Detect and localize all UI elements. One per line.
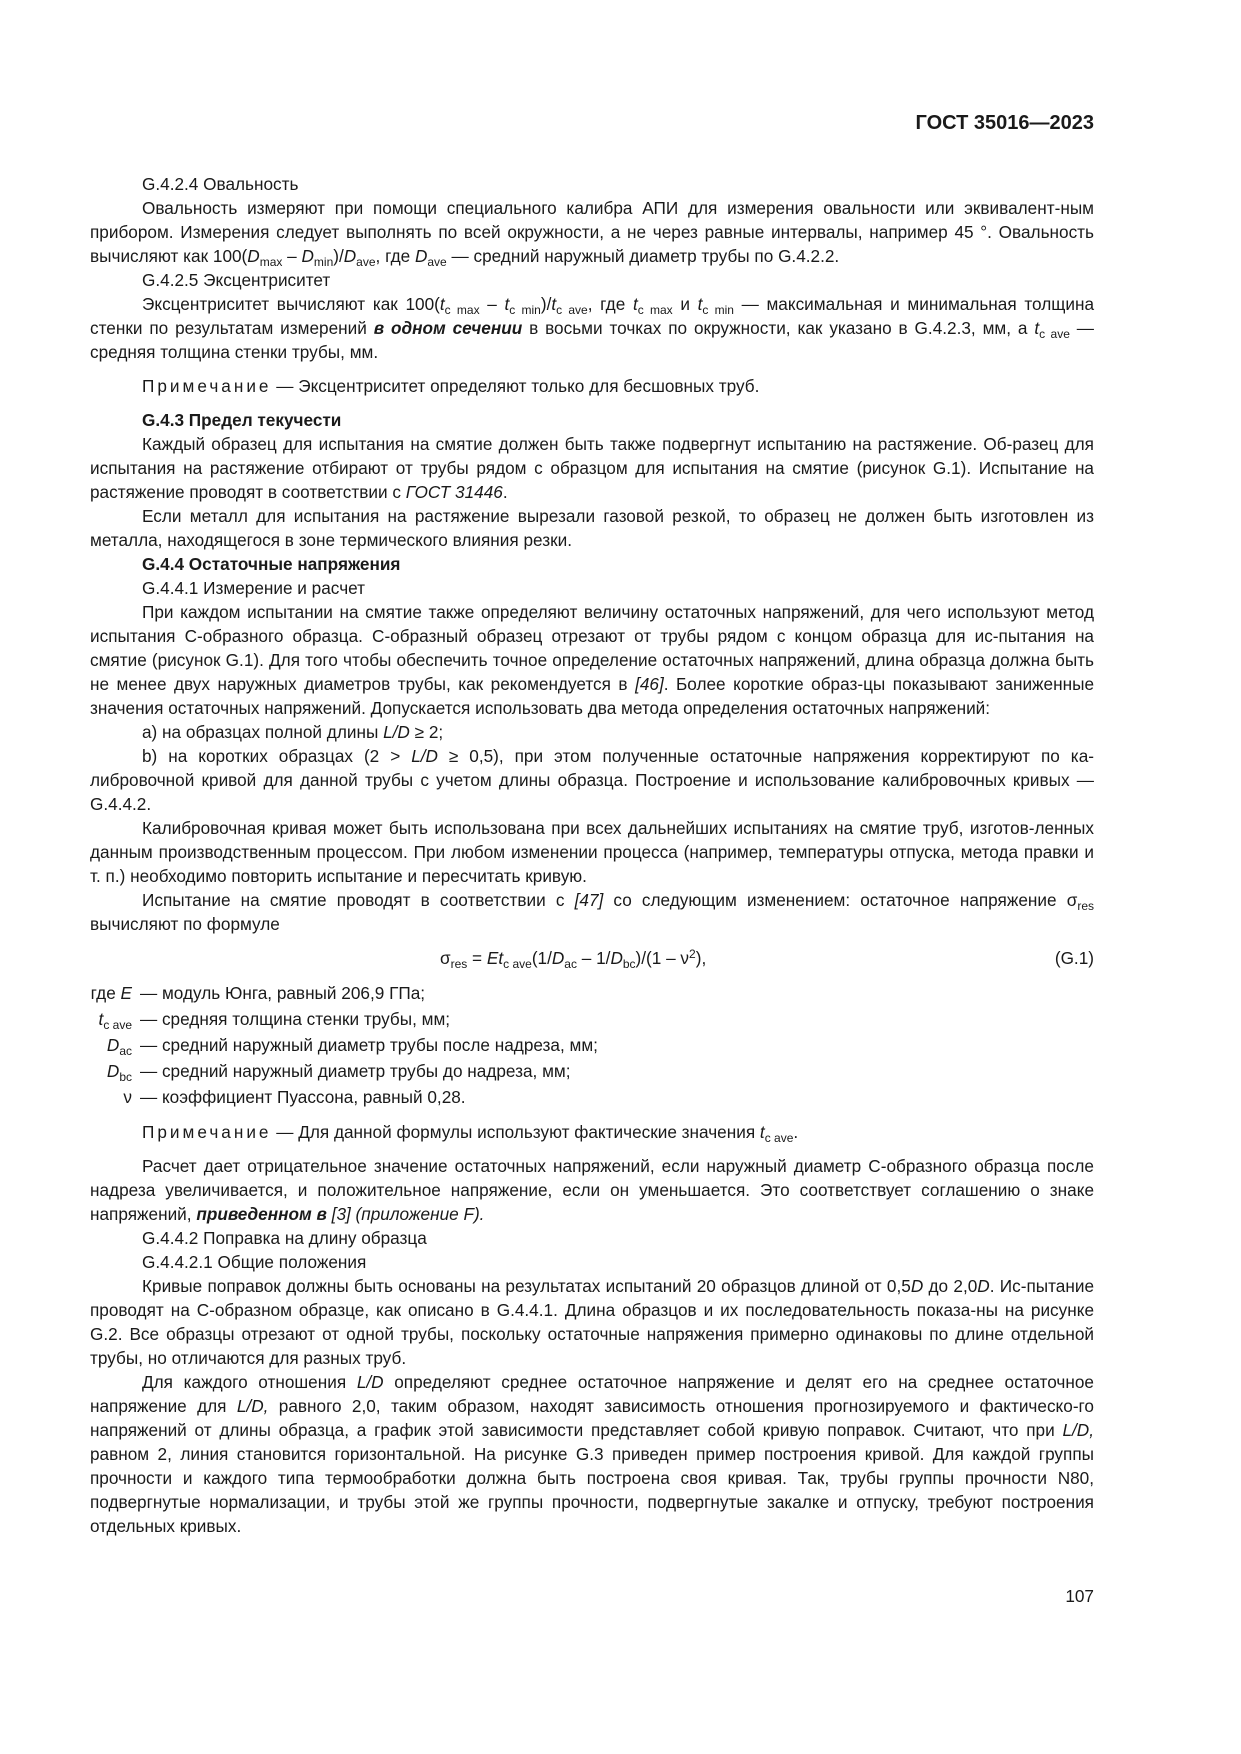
legend-row: $t_{c ave}$ — средняя толщина стенки трубы, мм;	[98, 1009, 451, 1032]
section-heading: G.4.2.4 Овальность	[142, 174, 299, 194]
page-number: 107	[1065, 1586, 1094, 1606]
paragraph: Эксцентриситет вычисляют как $100(t_{c max} - t_{c min})/t_{c ave}$, где $t_{c max}$ и $t_{c min}$ — максимальная и минимальная толщина стенки по результатам измерений в одном сечении в восьми точках по окружности, как указано в G.4.2.3, мм, а $t_{c ave}$ — средняя толщина стенки трубы, мм.	[90, 294, 1095, 362]
document-body	[90, 172, 1094, 1538]
legend-row: $D_{bc}$ — средний наружный диаметр трубы до надреза, мм;	[106, 1061, 571, 1084]
list-item: b) на коротких образцах (2 > L/D ≥ 0,5), при этом полученные остаточные напряжения корректируют по ка-либровочной кривой для данной трубы с учетом длины образца. Построение и использование калибровочных кривых — G.4.4.2.	[90, 746, 1094, 814]
section-heading: G.4.4.2.1 Общие положения	[142, 1252, 367, 1272]
legend-row: $D_{ac}$ — средний наружный диаметр трубы после надреза, мм;	[106, 1035, 598, 1058]
symbol-legend	[90, 980, 598, 1110]
paragraph: Если металл для испытания на растяжение вырезали газовой резкой, то образец не должен быть изготовлен из металла, находящегося в зоне термического влияния резки.	[90, 506, 1094, 550]
section-heading: G.4.4.2 Поправка на длину образца	[142, 1228, 427, 1248]
note: Примечание — Для данной формулы используют фактические значения $t_{c ave}$.	[142, 1122, 799, 1145]
section-heading: G.4.2.5 Эксцентриситет	[142, 270, 331, 290]
paragraph: При каждом испытании на смятие также определяют величину остаточных напряжений, для чего используют метод испытания С-образного образца. С-образный образец отрезают от трубы рядом с концом образца для ис-пытания на смятие (рисунок G.1). Для того чтобы обеспечить точное определение остаточных напряжений, длина образца должна быть не менее двух наружных диаметров трубы, как рекомендуется в [46]. Более короткие образ-цы показывают заниженные значения остаточных напряжений. Допускается использовать два метода определения остаточных напряжений:	[90, 602, 1095, 718]
paragraph: Расчет дает отрицательное значение остаточных напряжений, если наружный диаметр С-образного образца после надреза увеличивается, и положительное напряжение, если он уменьшается. Это соответствует соглашению о знаке напряжений, приведенном в [3] (приложение F).	[90, 1156, 1094, 1224]
paragraph: Испытание на смятие проводят в соответствии с [47] со следующим изменением: остаточное напряжение $\sigma_{res}$ вычисляют по формуле	[90, 890, 1094, 934]
section-heading: G.4.4.1 Измерение и расчет	[142, 578, 366, 598]
legend-row: ν — коэффициент Пуассона, равный 0,28.	[123, 1087, 466, 1107]
paragraph: Овальность измеряют при помощи специального калибра АПИ для измерения овальности или эквивалент-ным прибором. Измерения следует выполнять по всей окружности, а не через равные интервалы, например 45 °. Овальность вычисляют как $100(D_{max} - D_{min})/D_{ave}$, где $D_{ave}$ — средний наружный диаметр трубы по G.4.2.2.	[90, 198, 1094, 269]
legend-row: где E — модуль Юнга, равный 206,9 ГПа;	[90, 983, 426, 1003]
section-heading: G.4.4 Остаточные напряжения	[142, 554, 401, 574]
paragraph: Калибровочная кривая может быть использована при всех дальнейших испытаниях на смятие труб, изготов-ленных данным производственным процессом. При любом изменении процесса (например, температуры отпуска, метода правки и т. п.) необходимо повторить испытание и пересчитать кривую.	[90, 818, 1094, 886]
formula-number: (G.1)	[1054, 948, 1094, 968]
formula	[90, 944, 1094, 974]
note: Примечание — Эксцентриситет определяют только для бесшовных труб.	[142, 376, 760, 396]
paragraph: Для каждого отношения L/D определяют среднее остаточное напряжение и делят его на среднее остаточное напряжение для L/D, равного 2,0, таким образом, находят зависимость отношения прогнозируемого и фактическо-го напряжений от длины образца, а график этой зависимости представляет собой кривую поправок. Считают, что при L/D, равном 2, линия становится горизонтальной. На рисунке G.3 приведен пример построения кривой. Для каждой группы прочности и каждого типа термообработки должна быть построена своя кривая. Так, трубы группы прочности N80, подвергнутые нормализации, и трубы этой же группы прочности, подвергнутые закалке и отпуску, требуют построения отдельных кривых.	[90, 1372, 1094, 1536]
list-item: а) на образцах полной длины L/D ≥ 2;	[142, 722, 444, 742]
document-code: ГОСТ 35016—2023	[915, 112, 1094, 134]
paragraph: Кривые поправок должны быть основаны на результатах испытаний 20 образцов длиной от 0,5D до 2,0D. Ис-пытание проводят на С-образном образце, как описано в G.4.4.1. Длина образцов и их последовательность показа-ны на рисунке G.2. Все образцы отрезают от одной трубы, поскольку остаточные напряжения примерно одинаковы по длине отдельной трубы, но отличаются для разных труб.	[90, 1276, 1094, 1368]
formula-expression: $\sigma_{res} = Et_{c ave}(1/D_{ac} - 1/D_{bc})/(1 - \nu^2)$,	[440, 947, 707, 971]
section-heading: G.4.3 Предел текучести	[142, 410, 342, 430]
paragraph: Каждый образец для испытания на смятие должен быть также подвергнут испытанию на растяжение. Об-разец для испытания на растяжение отбирают от трубы рядом с образцом для испытания на смятие (рисунок G.1). Испытание на растяжение проводят в соответствии с ГОСТ 31446.	[90, 434, 1094, 502]
